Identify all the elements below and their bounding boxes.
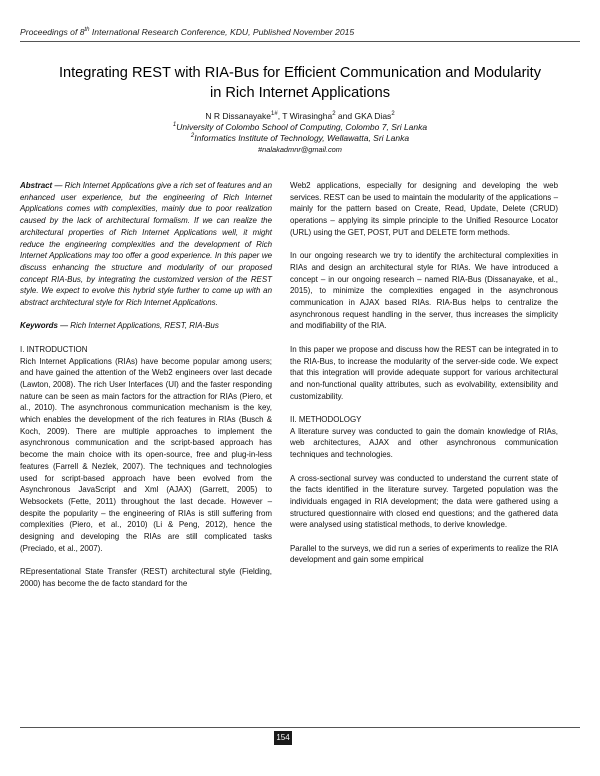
author-email: #nalakadmnr@gmail.com [258, 145, 342, 154]
authors-line: N R Dissanayake$^{1\#}$, T Wirasingha$^2$ and GKA Dias$^2$ [205, 111, 395, 121]
section-heading-introduction: I. INTRODUCTION [20, 344, 88, 354]
body-paragraph-3: In this paper we propose and discuss how the REST can be integrated in to the RIA-Bus, to increase the modularity of the server-side code. We expect that this integration will provide adequate support for various architectural and non-functional quality attributes, such as evolvability, extensibility and customizability. [290, 344, 558, 401]
intro-paragraph-2: REpresentational State Transfer (REST) architectural style (Fielding, 2000) has become the de facto standard for the [20, 567, 272, 588]
title-line-2: in Rich Internet Applications [209, 85, 391, 101]
abstract [20, 180, 272, 309]
page-number: 154 [274, 731, 292, 745]
keywords [20, 320, 272, 332]
title-line-1: Integrating REST with RIA-Bus for Efficient Communication and Modularity [58, 65, 542, 81]
body-paragraph-1: Web2 applications, especially for designing and developing the web services. REST can be used to maintain the modularity of the applications – mainly for the pattern based on Create, Read, Update, Delete (CRUD) operations – applying its simple principle to the Unified Resource Locator (URL) using the GET, POST, PUT and DELETE form methods. [290, 181, 558, 237]
keywords-text: — Rich Internet Applications, REST, RIA-Bus [57, 321, 219, 331]
method-paragraph-1: A literature survey was conducted to gain the domain knowledge of RIAs, web architectures, AJAX and other asynchronous communication techniques and technologies. [290, 426, 558, 460]
keywords-label: Keywords [20, 321, 58, 331]
method-paragraph-2: A cross-sectional survey was conducted to understand the current state of the facts identified in the literature survey. Targeted population was the individuals engaged in RIA development; the data were gathered using a structured questionnaire with closed end questions; and the gathered data were analysed using statistical methods, to derive knowledge. [290, 473, 558, 530]
body-paragraph-2: In our ongoing research we try to identify the architectural complexities in RIAs and design an architectural style for RIAs. We have introduced a concept – in our ongoing research – named RIA-Bus (Dissanayake, et al., 2015), to minimize the complexities engaged in the asynchronous communication in AJAX based RIAs. RIA-Bus helps to centralize the asynchronous request handling in the server, thus increases the simplicity and modifiability of the RIA. [290, 251, 558, 331]
author-block [20, 111, 580, 155]
method-paragraph-3: Parallel to the surveys, we did run a series of experiments to realize the RIA development and gain some empirical [290, 543, 558, 565]
right-column [290, 180, 558, 578]
header-rule [20, 41, 580, 42]
paper-title [20, 63, 580, 103]
footer-rule [20, 727, 580, 728]
abstract-text: — Rich Internet Applications give a rich set of features and an enhanced user experience, but the engineering of Rich Internet Applications comes with complexities, mainly due to poor realization caused by the lack of architectural formalism. If we can realize the architectural properties of Rich Internet Applications well, it might reduce the engineering complexities and the development of Rich Internet Applications may too offer a good experience. In this paper we discuss enhancing the structure and modularity of our proposed concept RIA-Bus, by integrating the customized version of the REST style. We expect to evolve this hybrid style further to come up with an abstract architectural style for Rich Internet Applications. [20, 181, 272, 308]
section-heading-methodology: II. METHODOLOGY [290, 415, 362, 425]
left-column [20, 180, 272, 601]
affiliation-2: $^2$Informatics Institute of Technology, Wellawatta, Sri Lanka [190, 133, 410, 143]
affiliation-1: $^1$University of Colombo School of Computing, Colombo 7, Sri Lanka [172, 122, 428, 132]
abstract-label: Abstract [20, 181, 53, 190]
running-head: Proceedings of 8th International Research Conference, KDU, Published November 2015 [20, 27, 355, 37]
intro-paragraph-1: Rich Internet Applications (RIAs) have become popular among users; and have gained the attention of the Web2 engineers over last decade (Lawton, 2008). The rich User Interfaces (UI) and the faster responding nature can be seen as main factors for the attraction for RIAs (Piero, et al., 2010). The asynchronous communication mechanism is the key, which enables the development of the rich features in RIAs (Busch & Koch, 2009). There are multiple approaches to implement the asynchronous communication and the script-based approach has become the main choice with its open-source, free and plug-in-less features (Farrell & Nezlek, 2007). The techniques and technologies used for script-based approach have been evolved from the Asynchronous JavaScript and Xml (AJAX) (Garrett, 2005) to Websockets (Fette, 2011) throughout the last decade. However – despite the popularity – the engineering of RIAs is still suffering from complexities (Piero, et al., 2010) (Li & Peng, 2012), hence the designing and developing the RIAs are still complicated tasks (Preciado, et al., 2007). [20, 356, 272, 553]
